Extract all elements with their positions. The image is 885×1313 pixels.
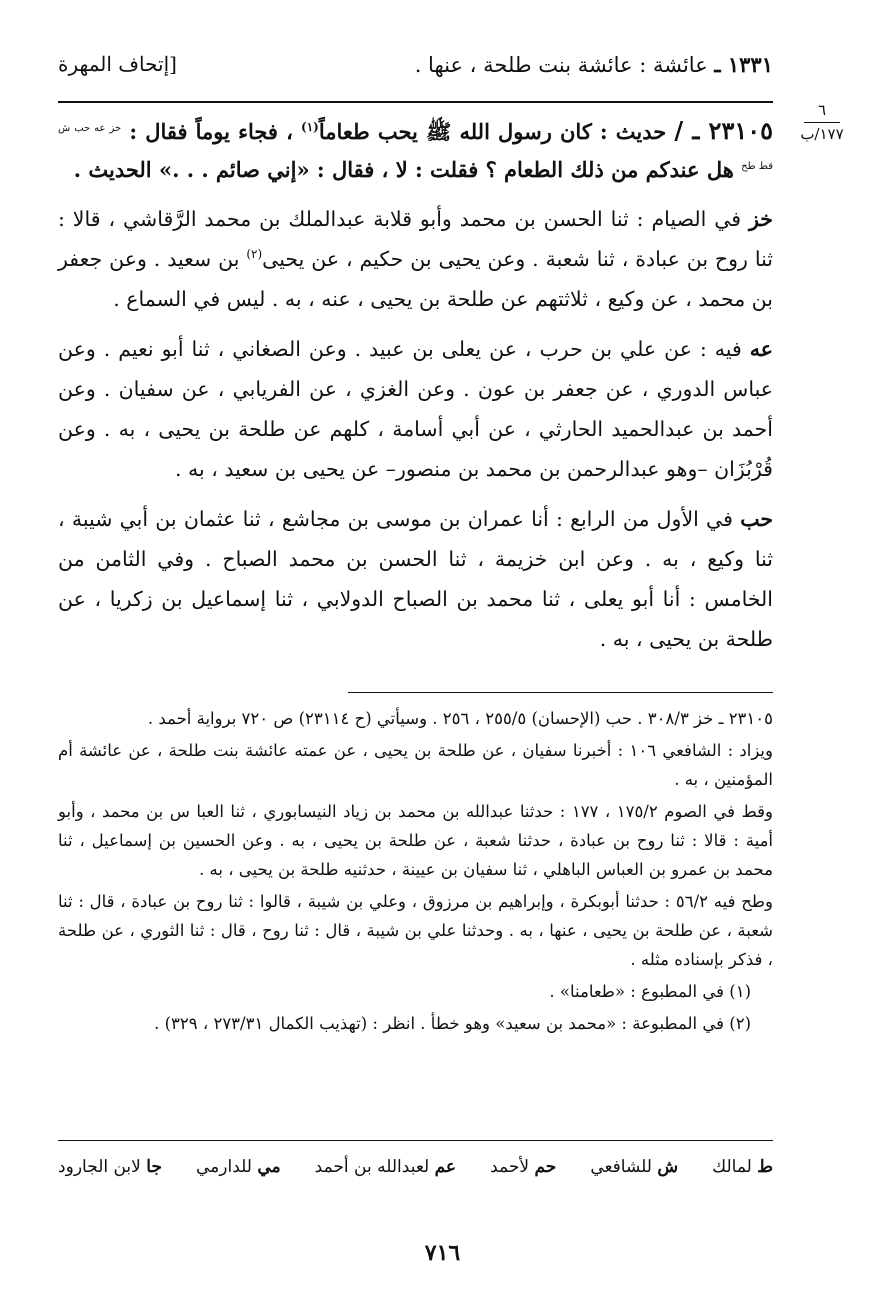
legend-text: للشافعي bbox=[590, 1157, 652, 1177]
footnote-ref-2: (٢) bbox=[246, 247, 263, 262]
footnote: ٢٣١٠٥ ـ خز ٣٠٨/٣ . حب (الإحسان) ٢٥٥/٥ ، ٢٥٦ . وسيأتي (ح ٢٣١١٤) ص ٧٢٠ برواية أحمد . bbox=[147, 709, 773, 728]
legend-symbol: ش bbox=[657, 1157, 679, 1177]
legend-item bbox=[315, 1157, 456, 1177]
hadith-text-part1: حديث : كان رسول الله ﷺ يحب طعاماً bbox=[318, 119, 667, 144]
legend-item bbox=[490, 1157, 556, 1177]
running-header bbox=[58, 52, 773, 88]
header-rule bbox=[58, 101, 773, 103]
source-paragraph-khz bbox=[58, 199, 773, 319]
source-text-cont: بن سعيد . وعن جعفر بن محمد ، عن وكيع ، ثلاثتهم عن طلحة بن يحيى ، عنه ، به . ليس في السماع . bbox=[58, 247, 773, 311]
source-symbols: خز عه حب ش قط طح bbox=[58, 123, 773, 172]
legend-symbol: عم bbox=[434, 1157, 457, 1177]
chapter-heading bbox=[415, 52, 773, 77]
legend-text: لابن الجارود bbox=[58, 1157, 141, 1177]
legend-text: لعبدالله بن أحمد bbox=[314, 1157, 430, 1177]
footnote: وطح فيه ٥٦/٢ : حدثنا أبوبكرة ، وإبراهيم بن مرزوق ، وعلي بن شيبة ، قالوا : ثنا روح بن عبادة ، قال : ثنا شعبة ، عن طلحة بن يحيى ، عنها ، به . وحدثنا علي بن شيبة ، قال : ثنا روح ، قال : ثنا الثوري ، عن طلحة ، فذكر بإسناده مثله . bbox=[58, 892, 773, 969]
legend-item bbox=[58, 1157, 162, 1177]
footnote: ويزاد : الشافعي ١٠٦ : أخبرنا سفيان ، عن طلحة بن يحيى ، عن عمته عائشة بنت طلحة ، عن عائشة أم المؤمنين ، به . bbox=[58, 741, 773, 789]
footnote-ref-1: (١) bbox=[301, 120, 319, 134]
legend-symbol: حم bbox=[534, 1157, 557, 1177]
page-number: ٧١٦ bbox=[424, 1240, 461, 1266]
source-symbol: عه bbox=[749, 337, 773, 361]
footnote-separator bbox=[348, 692, 773, 693]
legend-separator bbox=[58, 1140, 773, 1141]
legend-item bbox=[196, 1157, 281, 1177]
legend-symbol: ط bbox=[757, 1157, 773, 1177]
footnote: (١) في المطبوع : «طعامنا» . bbox=[549, 982, 751, 1001]
chapter-title: عائشة : عائشة بنت طلحة ، عنها . bbox=[414, 53, 708, 77]
footnote: (٢) في المطبوعة : «محمد بن سعيد» وهو خطأ . انظر : (تهذيب الكمال ٢٧٣/٣١ ، ٣٢٩) . bbox=[154, 1014, 751, 1033]
legend-text: لمالك bbox=[712, 1157, 752, 1177]
legend-item bbox=[712, 1157, 773, 1177]
hadith-text-part2: ، فجاء يوماً فقال : bbox=[129, 119, 293, 144]
source-text: فيه : عن علي بن حرب ، عن يعلى بن عبيد . وعن الصغاني ، ثنا أبو نعيم . وعن عباس الدوري ، عن جعفر بن عون . وعن الغزي ، عن الفريابي ، عن سفيان . وعن أحمد بن عبدالحميد الحارثي ، عن أبي أسامة ، كلهم عن طلحة بن يحيى ، به . وعن قُرْبُزَان –وهو عبدالرحمن بن محمد بن منصور– عن يحيى بن سعيد ، به . bbox=[58, 337, 773, 481]
margin-note-top: ٦ bbox=[817, 101, 827, 119]
source-paragraph-ah bbox=[58, 329, 773, 489]
legend-symbol: جا bbox=[146, 1157, 162, 1177]
footnotes bbox=[58, 704, 773, 1041]
chapter-number: ١٣٣١ ـ bbox=[714, 52, 773, 77]
symbol-legend bbox=[58, 1157, 773, 1177]
source-text: في الأول من الرابع : أنا عمران بن موسى بن مجاشع ، ثنا عثمان بن أبي شيبة ، ثنا وكيع ، به . وعن ابن خزيمة ، ثنا الحسن بن محمد الصباح . وفي الثامن من الخامس : أنا أبو يعلى ، ثنا محمد بن الصباح الدولابي ، ثنا إسماعيل بن زكريا ، عن طلحة بن يحيى ، به . bbox=[58, 507, 773, 651]
legend-item bbox=[590, 1157, 678, 1177]
hadith-number: ٢٣١٠٥ ـ / bbox=[674, 116, 773, 145]
legend-text: لأحمد bbox=[490, 1157, 530, 1177]
source-symbol: حب bbox=[740, 507, 773, 531]
margin-note-rule bbox=[804, 122, 840, 123]
hadith-text-part3: هل عندكم من ذلك الطعام ؟ فقلت : لا ، فقال : «إني صائم . . .» الحديث . bbox=[73, 157, 734, 182]
footnote: وقط في الصوم ١٧٥/٢ ، ١٧٧ : حدثنا عبدالله بن محمد بن زياد النيسابوري ، ثنا العبا س بن محمد ، وأبو أمية : قالا : ثنا روح بن عبادة ، حدثنا شعبة ، عن طلحة بن يحيى ، به . وعن الحسين بن إسماعيل ، ثنا محمد بن عمرو بن العباس الباهلي ، ثنا سفيان بن عيينة ، حدثنيه طلحة بن يحيى ، به . bbox=[58, 802, 773, 879]
main-text bbox=[58, 112, 773, 669]
source-paragraph-hb bbox=[58, 499, 773, 659]
margin-note-bottom: ١٧٧/ب bbox=[800, 125, 844, 143]
manuscript-margin-note bbox=[792, 102, 852, 143]
legend-text: للدارمي bbox=[196, 1157, 252, 1177]
source-text: في الصيام : ثنا الحسن بن محمد وأبو قلابة عبدالملك بن محمد الرَّقاشي ، قالا : ثنا روح بن عبادة ، ثنا شعبة . وعن يحيى بن حكيم ، عن يحيى bbox=[58, 207, 773, 271]
source-symbol: خز bbox=[749, 207, 773, 231]
book-title: [إتحاف المهرة bbox=[58, 52, 177, 76]
legend-symbol: مي bbox=[257, 1157, 281, 1177]
hadith-text bbox=[58, 112, 773, 189]
